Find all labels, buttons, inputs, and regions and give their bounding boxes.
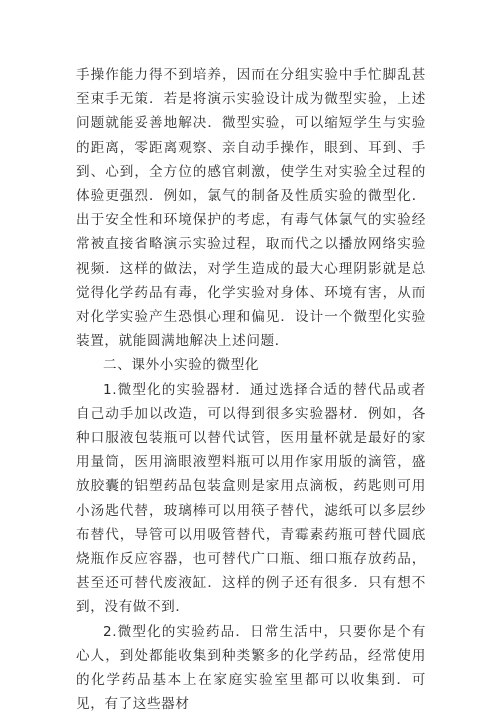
section-heading: 二、课外小实验的微型化 — [103, 357, 260, 374]
body-paragraph: 1.微型化的实验器材．通过选择合适的替代品或者自己动手加以改造，可以得到很多实验器材．例如，各种口服液包装瓶可以替代试管，医用量杯就是最好的家用量筒，医用滴眼液塑料瓶可以用作家用版的滴管，盛放胶囊的铝塑药品包装盒则是家用点滴板，药匙则可用小汤匙代替，玻璃棒可以用筷子替代，滤纸可以多层纱布替代，导管可以用吸管替代，青霉素药瓶可替代圆底烧瓶作反应容器，也可替代广口瓶、细口瓶存放药品，甚至还可替代废液缸．这样的例子还有很多．只有想不到，没有做不到． — [76, 381, 426, 616]
body-paragraph: 2.微型化的实验药品．日常生活中，只要你是个有心人，到处都能收集到种类繁多的化学药品，经常使用的化学药品基本上在家庭实验室里都可以收集到．可见，有了这些器材 — [76, 623, 426, 713]
article-body — [76, 63, 426, 716]
body-paragraph: 手操作能力得不到培养，因而在分组实验中手忙脚乱甚至束手无策．若是将演示实验设计成为微型实验，上述问题就能妥善地解决．微型实验，可以缩短学生与实验的距离，零距离观察、亲自动手操作，眼到、耳到、手到、心到，全方位的感官刺激，使学生对实验全过程的体验更强烈．例如，氯气的制备及性质实验的微型化．出于安全性和环境保护的考虑，有毒气体氯气的实验经常被直接省略演示实验过程，取而代之以播放网络实验视频．这样的做法，对学生造成的最大心理阴影就是总觉得化学药品有毒，化学实验对身体、环境有害，从而对化学实验产生恐惧心理和偏见．设计一个微型化实验装置，就能圆满地解决上述问题． — [76, 67, 426, 350]
